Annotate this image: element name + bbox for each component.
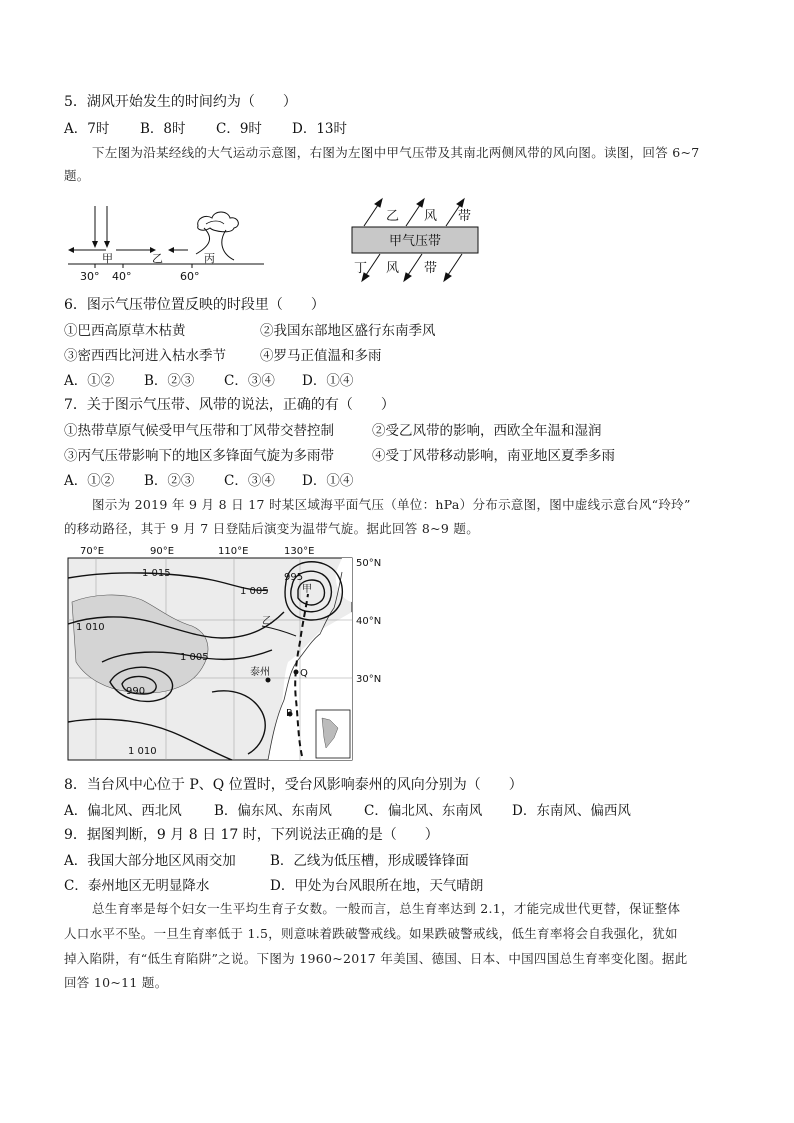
- map-lon-110: 110°E: [218, 546, 249, 557]
- q6-stem: 6．图示气压带位置反映的时段里（ ）: [64, 297, 325, 313]
- map-lat-30: 30°N: [356, 674, 382, 685]
- map-lon-70: 70°E: [80, 546, 105, 557]
- map-isobar-1005-b: 1 005: [180, 652, 209, 663]
- q6-item-1: ①巴西高原草木枯黄: [64, 323, 186, 339]
- intro-8-9-line1: 图示为 2019 年 9 月 8 日 17 时某区域海平面气压（单位：hPa）分布示意图，图中虚线示意台风“玲玲”: [92, 497, 691, 512]
- q9-option-a[interactable]: A．我国大部分地区风雨交加: [64, 853, 236, 869]
- q8-option-d[interactable]: D．东南风、偏西风: [512, 803, 631, 819]
- fig-right-top-1: 乙: [386, 209, 400, 224]
- q7-option-b[interactable]: B．②③: [144, 473, 195, 489]
- pressure-belt-figure: [350, 196, 480, 284]
- fig-left-label-bing: 丙: [204, 252, 215, 265]
- q6-option-b[interactable]: B．②③: [144, 373, 195, 389]
- q6-item-2: ②我国东部地区盛行东南季风: [260, 323, 436, 339]
- q7-stem: 7．关于图示气压带、风带的说法，正确的有（ ）: [64, 397, 395, 413]
- fig-left-lat-30: 30°: [80, 270, 100, 283]
- map-label-jia: 甲: [302, 584, 312, 595]
- map-lon-130: 130°E: [284, 546, 315, 557]
- q8-option-b[interactable]: B．偏东风、东南风: [214, 803, 332, 819]
- q7-option-a[interactable]: A．①②: [64, 473, 115, 489]
- intro-10-11-line2: 人口水平不坠。一旦生育率低于 1.5，则意味着跌破警戒线。如果跌破警戒线，低生育率将会自我强化，犹如: [64, 926, 678, 941]
- circulation-figure: [64, 196, 270, 284]
- q5-stem: 5．湖风开始发生的时间约为（ ）: [64, 94, 297, 110]
- q7-item-4: ④受丁风带移动影响，南亚地区夏季多雨: [372, 448, 615, 464]
- q7-item-1: ①热带草原气候受甲气压带和丁风带交替控制: [64, 423, 334, 439]
- map-label-p: P: [286, 708, 293, 719]
- intro-10-11-line1: 总生育率是每个妇女一生平均生育子女数。一般而言，总生育率达到 2.1，才能完成世代更替，保证整体: [92, 901, 681, 916]
- intro-10-11-line4: 回答 10~11 题。: [64, 975, 168, 990]
- q6-option-a[interactable]: A．①②: [64, 373, 115, 389]
- fig-right-bottom-1: 丁: [354, 261, 368, 276]
- fig-right-top-2: 风: [424, 209, 438, 224]
- q7-item-2: ②受乙风带的影响，西欧全年温和湿润: [372, 423, 602, 439]
- map-label-q: Q: [300, 668, 308, 679]
- q9-stem: 9．据图判断，9 月 8 日 17 时，下列说法正确的是（ ）: [64, 827, 439, 843]
- fig-left-lat-60: 60°: [180, 270, 200, 283]
- map-isobar-1010: 1 010: [76, 622, 105, 633]
- q9-option-d[interactable]: D．甲处为台风眼所在地，天气晴朗: [270, 878, 484, 894]
- q9-option-b[interactable]: B．乙线为低压槽，形成暖锋锋面: [270, 853, 469, 869]
- q8-option-a[interactable]: A．偏北风、西北风: [64, 803, 182, 819]
- fig-right-top-3: 带: [458, 209, 472, 224]
- fig-left-label-jia: 甲: [102, 252, 113, 265]
- q5-option-a[interactable]: A．7时: [64, 121, 110, 137]
- map-isobar-1005-a: 1 005: [240, 586, 269, 597]
- q8-option-c[interactable]: C．偏北风、东南风: [364, 803, 483, 819]
- map-isobar-995: 995: [284, 572, 304, 583]
- fig-right-bottom-3: 带: [424, 261, 438, 276]
- map-isobar-990: 990: [126, 686, 146, 697]
- q7-option-d[interactable]: D．①④: [302, 473, 354, 489]
- map-lat-40: 40°N: [356, 616, 382, 627]
- intro-6-7-line2: 题。: [64, 168, 90, 183]
- map-label-yi: 乙: [262, 616, 272, 627]
- q7-item-3: ③丙气压带影响下的地区多锋面气旋为多雨带: [64, 448, 334, 464]
- map-label-taizhou: 泰州: [250, 667, 270, 678]
- fig-left-lat-40: 40°: [112, 270, 132, 283]
- intro-10-11-line3: 掉入陷阱，有“低生育陷阱”之说。下图为 1960~2017 年美国、德国、日本、中国四国总生育率变化图。据此: [64, 951, 688, 966]
- map-isobar-1010-b: 1 010: [128, 746, 157, 757]
- q5-option-b[interactable]: B．8时: [140, 121, 186, 137]
- map-isobar-1015: 1 015: [142, 568, 171, 579]
- q5-option-c[interactable]: C．9时: [216, 121, 262, 137]
- intro-8-9-line2: 的移动路径，其于 9 月 7 日登陆后演变为温带气旋。据此回答 8~9 题。: [64, 521, 480, 536]
- intro-6-7-line1: 下左图为沿某经线的大气运动示意图，右图为左图中甲气压带及其南北两侧风带的风向图。读图，回答 6~7: [92, 145, 700, 160]
- fig-right-bottom-2: 风: [386, 261, 400, 276]
- map-lon-90: 90°E: [150, 546, 175, 557]
- q6-item-4: ④罗马正值温和多雨: [260, 348, 382, 364]
- fig-left-label-yi: 乙: [152, 252, 163, 265]
- map-lat-50: 50°N: [356, 558, 382, 569]
- q7-option-c[interactable]: C．③④: [224, 473, 275, 489]
- q8-stem: 8．当台风中心位于 P、Q 位置时，受台风影响泰州的风向分别为（ ）: [64, 777, 523, 793]
- q5-option-d[interactable]: D．13时: [292, 121, 348, 137]
- q9-option-c[interactable]: C．泰州地区无明显降水: [64, 878, 210, 894]
- q6-option-d[interactable]: D．①④: [302, 373, 354, 389]
- pressure-map: [62, 542, 392, 764]
- q6-item-3: ③密西西比河进入枯水季节: [64, 348, 226, 364]
- q6-option-c[interactable]: C．③④: [224, 373, 275, 389]
- fig-right-center-label: 甲气压带: [388, 234, 442, 249]
